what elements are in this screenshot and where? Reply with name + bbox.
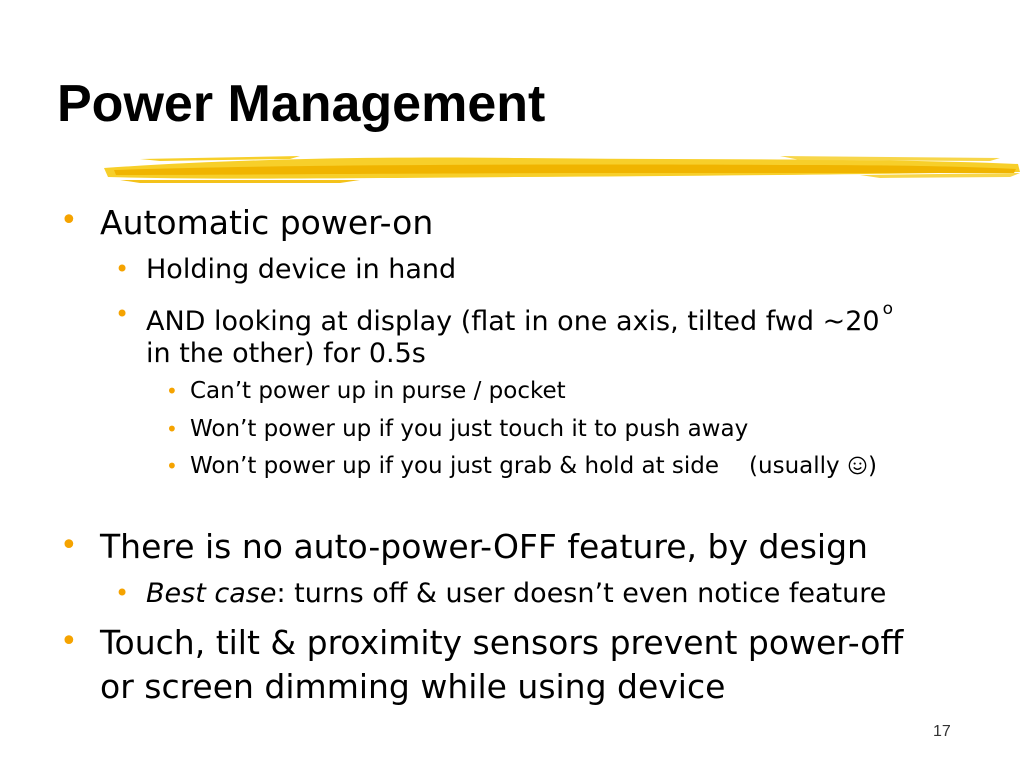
sub-sub-bullet-grab-hold xyxy=(190,455,877,478)
bullet-marker: • xyxy=(60,624,78,659)
grab-hold-text: Won’t power up if you just grab & hold at side xyxy=(190,453,720,479)
smiley-face-icon xyxy=(848,456,867,475)
sub-bullet-looking-at-display-line2: in the other) for 0.5s xyxy=(146,338,426,369)
sub-bullet-looking-at-display xyxy=(146,301,893,335)
bullet-marker: • xyxy=(166,379,178,403)
sub-bullet-holding-device: Holding device in hand xyxy=(146,254,457,285)
bullet-marker: • xyxy=(166,454,178,478)
bullet-marker: • xyxy=(115,300,130,328)
slide-title: Power Management xyxy=(57,75,546,133)
bullet-marker: • xyxy=(60,528,78,563)
bullet-marker: • xyxy=(166,417,178,441)
usually-note-open: (usually xyxy=(749,453,847,479)
bullet-marker: • xyxy=(115,255,130,283)
sub-bullet-looking-at-display-line1: AND looking at display (flat in one axis, tilted fwd ~20 xyxy=(146,306,880,337)
page-number: 17 xyxy=(933,723,951,740)
degree-superscript: o xyxy=(882,299,893,319)
title-underline-stroke xyxy=(100,150,1024,192)
bullet-marker: • xyxy=(115,579,130,607)
usually-note-close: ) xyxy=(867,453,877,479)
bullet-marker: • xyxy=(60,203,78,238)
best-case-rest: : turns off & user doesn’t even notice feature xyxy=(276,578,887,609)
bullet-automatic-power-on: Automatic power-on xyxy=(100,203,434,242)
bullet-no-auto-power-off: There is no auto-power-OFF feature, by design xyxy=(100,527,868,566)
sub-bullet-best-case xyxy=(146,580,886,607)
sub-sub-bullet-purse-pocket: Can’t power up in purse / pocket xyxy=(190,378,566,404)
bullet-sensors-line1: Touch, tilt & proximity sensors prevent power-off xyxy=(100,623,904,662)
sub-sub-bullet-touch-push-away: Won’t power up if you just touch it to push away xyxy=(190,416,749,442)
best-case-emphasis: Best case xyxy=(146,578,277,609)
bullet-sensors-line2: or screen dimming while using device xyxy=(100,667,726,706)
